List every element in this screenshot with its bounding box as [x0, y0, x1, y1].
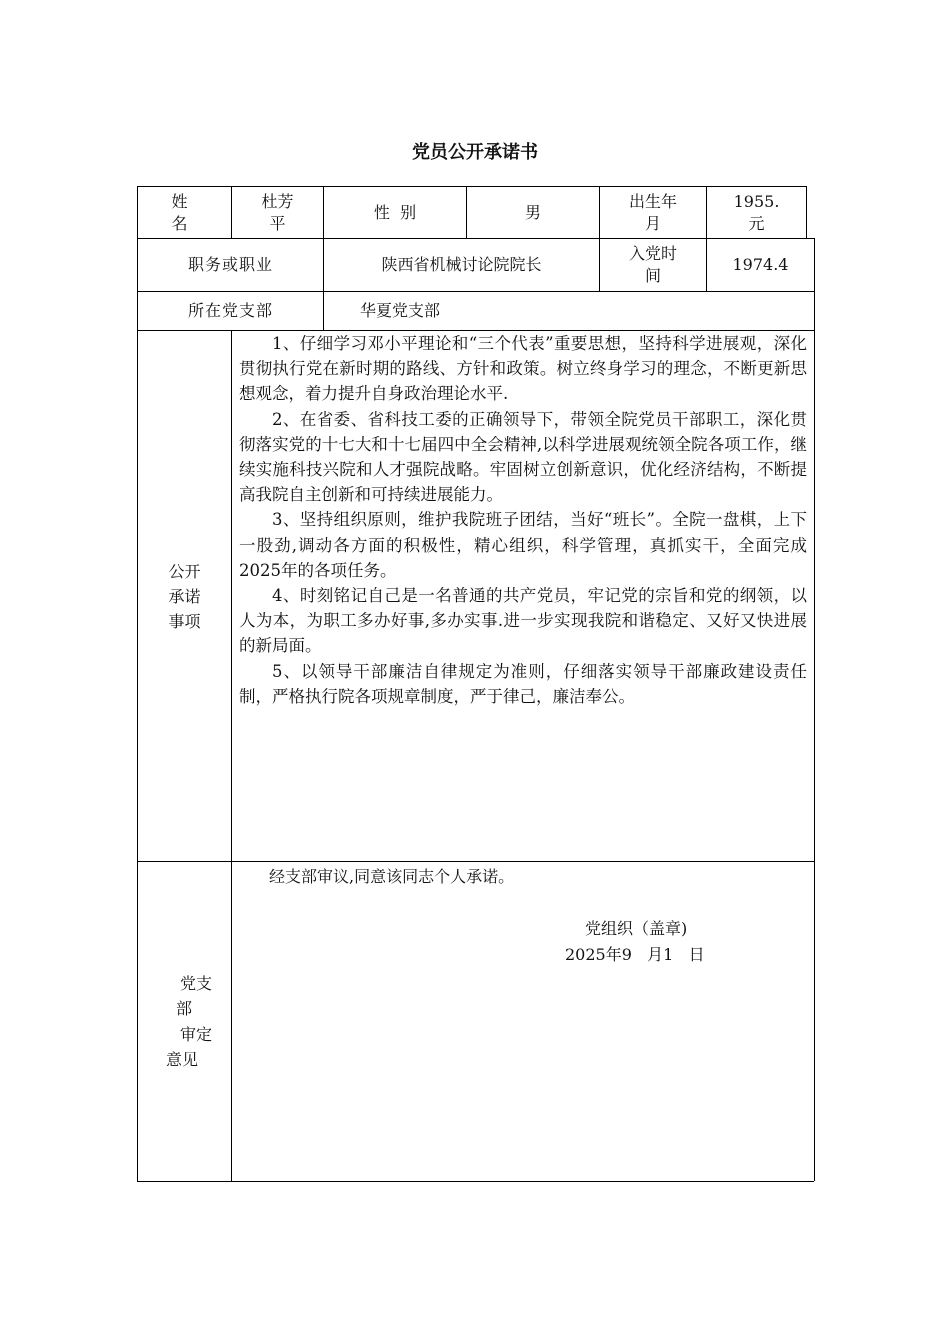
gender-label: 性 别 [373, 202, 417, 222]
branch-label: 所在党支部 [187, 301, 273, 320]
review-label-line: 党支 [180, 974, 213, 993]
commitment-item: 3、坚持组织原则，维护我院班子团结，当好“班长”。全院一盘棋，上下一股劲,调动各方面的积极性，精心组织，科学管理，真抓实干，全面完成2025年的各项任务。 [239, 510, 807, 580]
review-opinion: 经支部审议,同意该同志个人承诺。 [269, 867, 515, 886]
commitment-item: 2、在省委、省科技工委的正确领导下，带领全院党员干部职工，深化贯彻落实党的十七大和十七届四中全会精神,以科学进展观统领全院各项工作，继续实施科技兴院和人才强院战略。牢固树立创新意识，优化经济结构，不断提高我院自主创新和可持续进展能力。 [239, 409, 807, 505]
table-border-right-top [806, 186, 807, 238]
review-label-line: 审定 [180, 1025, 213, 1044]
row-divider [137, 861, 814, 862]
join-date-value: 1974.4 [732, 255, 789, 274]
commitment-item: 1、仔细学习邓小平理论和“三个代表”重要思想，坚持科学进展观，深化贯彻执行党在新时期的路线、方针和政策。树立终身学习的理念，不断更新思想观念，着力提升自身政治理论水平. [239, 334, 807, 404]
review-date: 2025年9 月1 日 [565, 945, 705, 964]
page-title: 党员公开承诺书 [412, 142, 538, 163]
column-divider [231, 330, 232, 1181]
branch-value: 华夏党支部 [360, 301, 441, 320]
review-label-line: 意见 [166, 1050, 199, 1069]
table-border-right [814, 238, 815, 1181]
birth-value: 1955. 元 [733, 191, 780, 233]
review-label [138, 862, 231, 1181]
birth-label: 出生年 月 [628, 191, 677, 233]
commitment-item: 5、以领导干部廉洁自律规定为准则，仔细落实领导干部廉政建设责任制，严格执行院各项规章制度，严于律己，廉洁奉公。 [239, 661, 807, 706]
review-label-line: 部 [176, 999, 193, 1018]
commitment-label: 公开 承诺 事项 [168, 561, 201, 631]
name-value: 杜芳 平 [261, 191, 294, 233]
name-label: 姓 名 [171, 191, 198, 233]
gender-value: 男 [524, 202, 541, 222]
commitment-items [239, 331, 807, 709]
seal-text: 党组织（盖章) [585, 919, 688, 938]
commitment-item: 4、时刻铭记自己是一名普通的共产党员，牢记党的宗旨和党的纲领，以人为本，为职工多办好事,多办实事.进一步实现我院和谐稳定、又好又快进展的新局面。 [239, 586, 807, 656]
job-label: 职务或职业 [187, 255, 273, 274]
join-date-label: 入党时 间 [628, 244, 677, 285]
table-border-bottom [137, 1181, 814, 1182]
job-value: 陕西省机械讨论院院长 [381, 255, 542, 274]
